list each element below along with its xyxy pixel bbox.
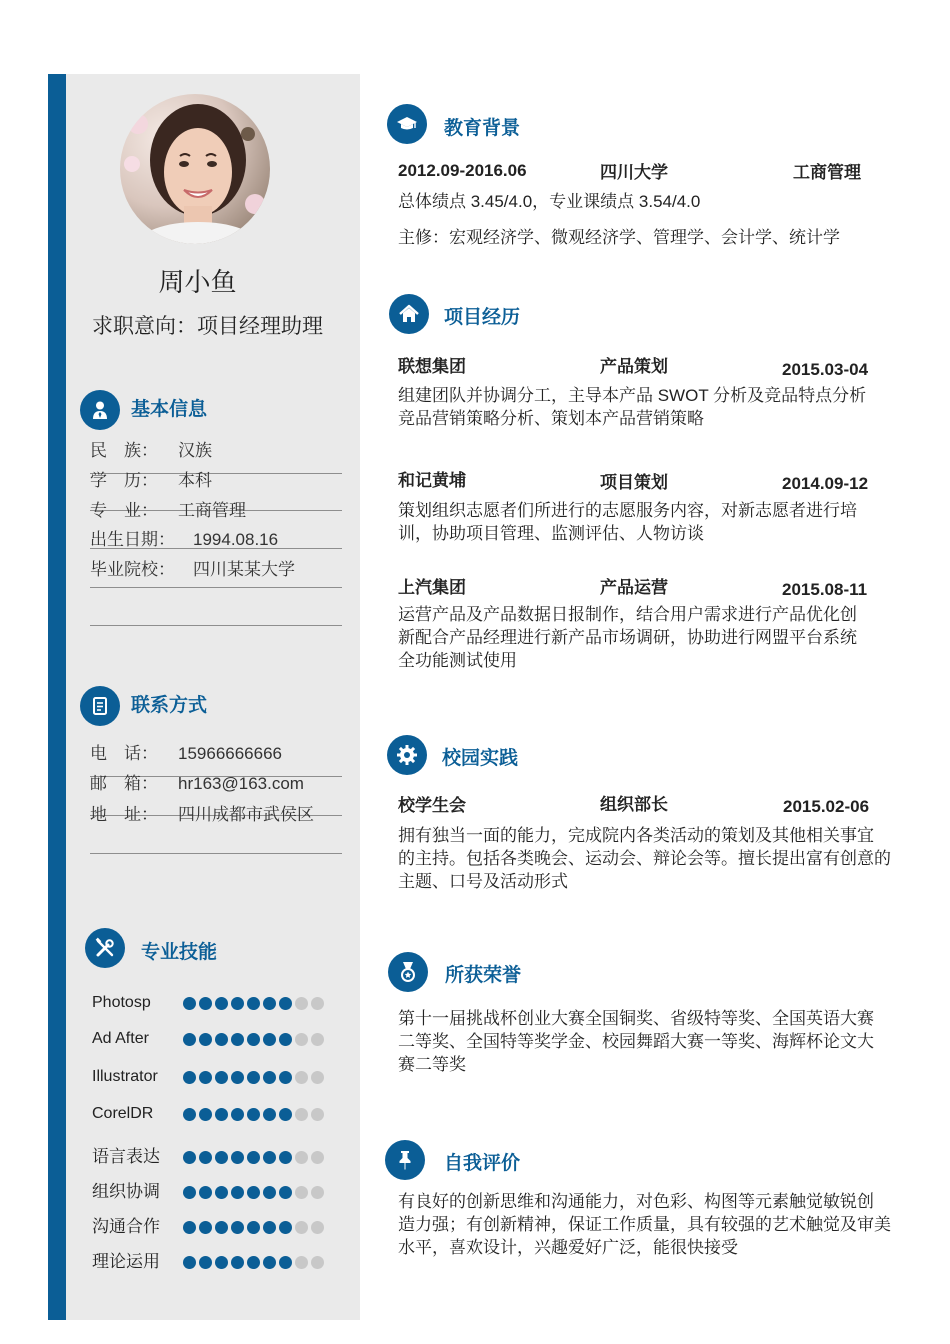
info-row-education [90,469,342,493]
info-value: 四川成都市武侯区 [178,805,314,824]
project-description [398,603,893,672]
rating-dot-empty [295,1221,308,1234]
contact-row-phone [90,742,342,766]
campus-description [398,824,893,893]
rating-dot-empty [311,1151,324,1164]
rating-dot-empty [295,1151,308,1164]
rating-dot-filled [279,1221,292,1234]
rating-dot-empty [311,1071,324,1084]
gear-icon [387,735,427,775]
info-label: 邮 箱： [90,774,158,793]
project-description [398,499,893,545]
rating-dot-filled [199,1151,212,1164]
rating-dot-filled [231,1221,244,1234]
rating-dot-filled [183,1186,196,1199]
rating-dot-filled [247,1033,260,1046]
rating-dot-empty [311,1186,324,1199]
info-value: 四川某某大学 [193,560,295,579]
info-row-major [90,499,342,523]
rating-dot-filled [263,1071,276,1084]
info-label: 电 话： [90,744,158,763]
rating-dot-filled [231,1108,244,1121]
skills-title: 专业技能 [141,942,218,963]
home-icon [389,294,429,334]
project-role: 产品策划 [600,357,668,376]
rating-dot-filled [183,1221,196,1234]
rating-dot-empty [311,1108,324,1121]
description-line: 造力强；有创新精神，保证工作质量，具有较强的艺术触觉及审美 [398,1215,891,1234]
rating-dot-filled [247,1221,260,1234]
info-label: 毕业院校： [90,560,175,579]
rating-dot-filled [263,1186,276,1199]
rating-dot-empty [295,997,308,1010]
project-company: 上汽集团 [398,578,466,597]
campus-date: 2015.02-06 [783,797,870,816]
skill-rating [183,1186,324,1199]
info-value: 汉族 [178,441,212,460]
rating-dot-filled [199,1221,212,1234]
project-company: 联想集团 [398,357,466,376]
rating-dot-filled [231,997,244,1010]
rating-dot-filled [231,1033,244,1046]
rating-dot-filled [215,1108,228,1121]
info-label: 专 业： [90,501,158,520]
description-line: 主题、口号及活动形式 [398,872,568,891]
info-value: 工商管理 [178,501,246,520]
projects-title: 项目经历 [444,307,521,328]
basic-info-title: 基本信息 [131,399,208,420]
skill-rating [183,1256,324,1269]
rating-dot-filled [183,1071,196,1084]
description-line: 组建团队并协调分工，主导本产品 SWOT 分析及竞品特点分析 [398,386,867,405]
campus-title: 校园实践 [442,748,519,769]
project-role: 项目策划 [600,473,668,492]
info-label: 出生日期： [90,530,175,549]
info-label: 地 址： [90,805,158,824]
rating-dot-filled [263,1108,276,1121]
rating-dot-empty [295,1071,308,1084]
rating-dot-filled [215,1151,228,1164]
skill-rating [183,1151,324,1164]
project-date: 2015.03-04 [782,360,869,379]
tools-icon [85,928,125,968]
rating-dot-filled [215,1256,228,1269]
rating-dot-filled [199,1071,212,1084]
rating-dot-filled [231,1186,244,1199]
education-gpa: 总体绩点 3.45/4.0，专业课绩点 3.54/4.0 [398,192,701,211]
document-icon [80,686,120,726]
job-intent [92,310,323,340]
rating-dot-filled [215,1071,228,1084]
rating-dot-filled [279,1071,292,1084]
pin-icon [385,1140,425,1180]
side-accent-bar [48,74,66,1320]
rating-dot-empty [295,1108,308,1121]
divider [90,625,342,626]
honors-title: 所获荣誉 [445,965,522,986]
project-date: 2014.09-12 [782,474,869,493]
description-line: 策划组织志愿者们所进行的志愿服务内容，对新志愿者进行培 [398,501,857,520]
skill-rating [183,1071,324,1084]
rating-dot-filled [279,1151,292,1164]
education-major: 工商管理 [793,163,861,182]
campus-org: 校学生会 [398,796,466,815]
rating-dot-filled [263,997,276,1010]
rating-dot-empty [295,1186,308,1199]
description-line: 二等奖、全国特等奖学金、校园舞蹈大赛一等奖、海辉杯论文大 [398,1032,874,1051]
rating-dot-filled [215,997,228,1010]
education-title: 教育背景 [444,118,521,139]
rating-dot-filled [199,1186,212,1199]
rating-dot-empty [311,1256,324,1269]
rating-dot-filled [231,1151,244,1164]
rating-dot-filled [279,1108,292,1121]
description-line: 水平，喜欢设计，兴趣爱好广泛，能很快接受 [398,1238,738,1257]
candidate-name: 周小鱼 [158,267,237,297]
rating-dot-filled [247,1256,260,1269]
skill-rating [183,1221,324,1234]
info-value: hr163@163.com [178,774,304,793]
campus-role: 组织部长 [600,795,668,814]
rating-dot-filled [231,1256,244,1269]
description-line: 的主持。包括各类晚会、运动会、辩论会等。擅长提出富有创意的 [398,849,891,868]
skill-label: 语言表达 [92,1147,160,1166]
rating-dot-filled [231,1071,244,1084]
rating-dot-filled [279,1186,292,1199]
skill-rating [183,997,324,1010]
divider [90,853,342,854]
rating-dot-filled [263,1033,276,1046]
rating-dot-filled [215,1186,228,1199]
skill-label: 沟通合作 [92,1217,160,1236]
rating-dot-filled [183,997,196,1010]
skill-label: Ad After [92,1030,149,1047]
skill-label: 理论运用 [92,1252,160,1271]
rating-dot-filled [263,1256,276,1269]
rating-dot-filled [263,1151,276,1164]
rating-dot-filled [247,1108,260,1121]
skill-label: CorelDR [92,1105,154,1122]
rating-dot-filled [199,1108,212,1121]
info-label: 民 族： [90,441,158,460]
contact-row-address [90,803,342,827]
self-eval-title: 自我评价 [444,1153,521,1174]
rating-dot-filled [199,1256,212,1269]
education-period: 2012.09-2016.06 [398,161,527,180]
info-row-ethnicity [90,439,342,463]
medal-icon [388,952,428,992]
skill-rating [183,1108,324,1121]
rating-dot-empty [295,1033,308,1046]
rating-dot-filled [183,1151,196,1164]
rating-dot-filled [247,1071,260,1084]
info-value: 15966666666 [178,744,283,763]
education-school: 四川大学 [600,163,668,182]
rating-dot-empty [295,1256,308,1269]
rating-dot-filled [199,997,212,1010]
rating-dot-filled [215,1221,228,1234]
contact-title: 联系方式 [131,695,208,716]
user-icon [80,390,120,430]
rating-dot-filled [247,1186,260,1199]
description-line: 全功能测试使用 [398,651,517,670]
graduation-cap-icon [387,104,427,144]
description-line: 赛二等奖 [398,1055,466,1074]
job-intent-value: 项目经理助理 [197,315,323,338]
rating-dot-filled [279,1033,292,1046]
info-value: 1994.08.16 [193,530,279,549]
project-role: 产品运营 [600,578,668,597]
honors-description [398,1007,893,1076]
rating-dot-empty [311,997,324,1010]
description-line: 竞品营销策略分析、策划本产品营销策略 [398,409,704,428]
project-date: 2015.08-11 [782,580,868,599]
skill-label: 组织协调 [92,1182,160,1201]
rating-dot-filled [183,1033,196,1046]
info-value: 本科 [178,471,212,490]
rating-dot-empty [311,1033,324,1046]
description-line: 运营产品及产品数据日报制作，结合用户需求进行产品优化创 [398,605,857,624]
rating-dot-filled [215,1033,228,1046]
info-label: 学 历： [90,471,158,490]
rating-dot-filled [279,997,292,1010]
rating-dot-filled [199,1033,212,1046]
description-line: 训，协助项目管理、监测评估、人物访谈 [398,524,704,543]
skill-rating [183,1033,324,1046]
rating-dot-filled [279,1256,292,1269]
self-eval-description [398,1190,893,1259]
rating-dot-filled [247,1151,260,1164]
rating-dot-filled [183,1108,196,1121]
project-description [398,384,893,430]
rating-dot-empty [311,1221,324,1234]
skill-label: Photosp [92,994,151,1011]
job-intent-label: 求职意向： [92,315,197,338]
rating-dot-filled [263,1221,276,1234]
rating-dot-filled [183,1256,196,1269]
contact-row-email [90,772,342,796]
avatar [120,94,270,244]
description-line: 第十一届挑战杯创业大赛全国铜奖、省级特等奖、全国英语大赛 [398,1009,874,1028]
description-line: 新配合产品经理进行新产品市场调研，协助进行网盟平台系统 [398,628,857,647]
divider [90,587,342,588]
rating-dot-filled [247,997,260,1010]
info-row-school [90,558,342,582]
education-courses: 主修：宏观经济学、微观经济学、管理学、会计学、统计学 [398,228,840,247]
description-line: 有良好的创新思维和沟通能力，对色彩、构图等元素触觉敏锐创 [398,1192,874,1211]
skill-label: Illustrator [92,1068,158,1085]
project-company: 和记黄埔 [398,471,466,490]
description-line: 拥有独当一面的能力，完成院内各类活动的策划及其他相关事宜 [398,826,874,845]
info-row-birthdate [90,528,342,552]
